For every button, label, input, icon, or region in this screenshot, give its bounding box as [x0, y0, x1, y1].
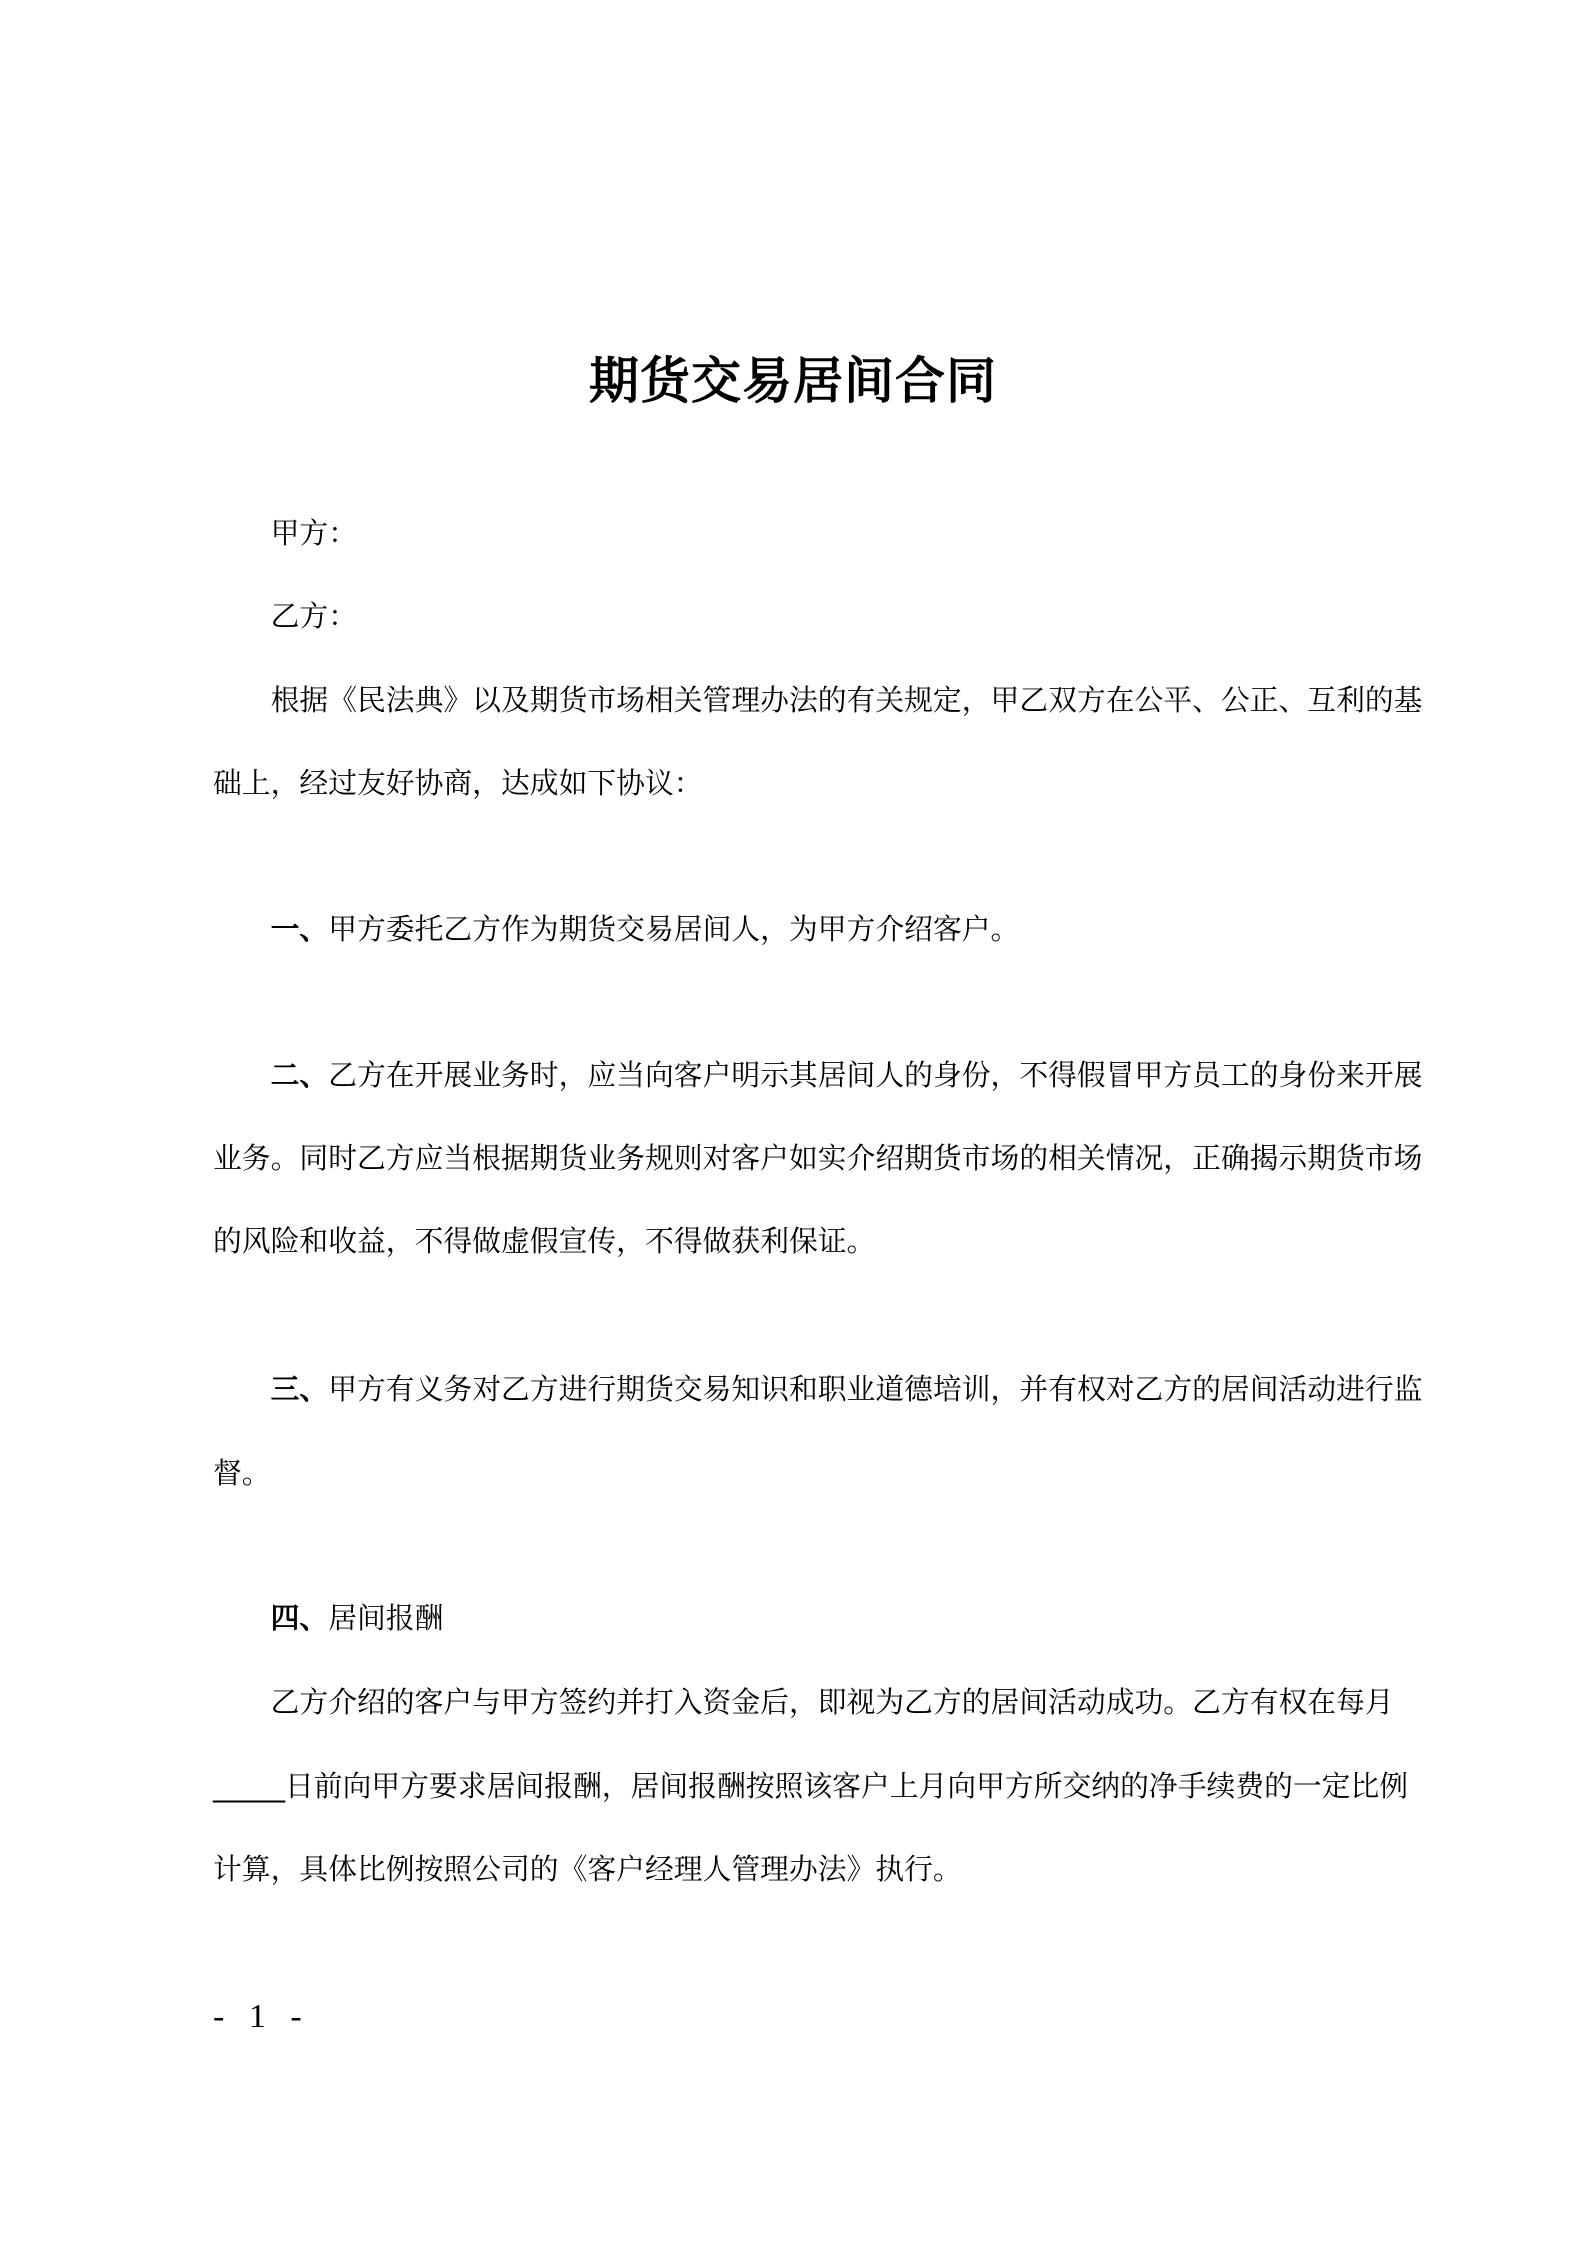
clause-3-line	[213, 1348, 1423, 1431]
clause-1	[213, 888, 1394, 971]
document-title: 期货交易居间合同	[589, 352, 997, 410]
clause-text: 甲方有义务对乙方进行期货交易知识和职业道德培训，并有权对乙方的居间活动进行监	[328, 1372, 1423, 1406]
preamble-line: 础上，经过友好协商，达成如下协议：	[213, 766, 703, 800]
clause-2-line	[213, 1034, 1423, 1117]
party-b-label: 乙方：	[270, 599, 357, 633]
clause-4-heading	[213, 1577, 1394, 1660]
page-number: - 1 -	[213, 1998, 310, 2035]
clause-2-line: 的风险和收益，不得做虚假宣传，不得做获利保证。	[213, 1224, 876, 1258]
clause-text: 乙方在开展业务时，应当向客户明示其居间人的身份，不得假冒甲方员工的身份来开展	[328, 1058, 1423, 1092]
party-a-label: 甲方：	[270, 516, 357, 550]
clause-number: 一、	[270, 912, 329, 946]
clause-text: 甲方委托乙方作为期货交易居间人，为甲方介绍客户。	[328, 912, 1020, 946]
preamble-line: 根据《民法典》以及期货市场相关管理办法的有关规定，甲乙双方在公平、公正、互利的基	[270, 683, 1423, 717]
clause-heading-text: 居间报酬	[328, 1601, 444, 1635]
clause-2-line: 业务。同时乙方应当根据期货业务规则对客户如实介绍期货市场的相关情况，正确揭示期货市场	[213, 1141, 1423, 1175]
clause-number: 二、	[270, 1058, 329, 1092]
clause-3-line: 督。	[213, 1456, 271, 1490]
clause-number: 三、	[270, 1372, 329, 1406]
clause-4-line: 乙方介绍的客户与甲方签约并打入资金后，即视为乙方的居间活动成功。乙方有权在每月	[270, 1685, 1394, 1719]
clause-4-line: _____日前向甲方要求居间报酬，居间报酬按照该客户上月向甲方所交纳的净手续费的一定比例	[213, 1769, 1409, 1803]
clause-number: 四、	[270, 1601, 329, 1635]
clause-4-line: 计算，具体比例按照公司的《客户经理人管理办法》执行。	[213, 1852, 962, 1886]
